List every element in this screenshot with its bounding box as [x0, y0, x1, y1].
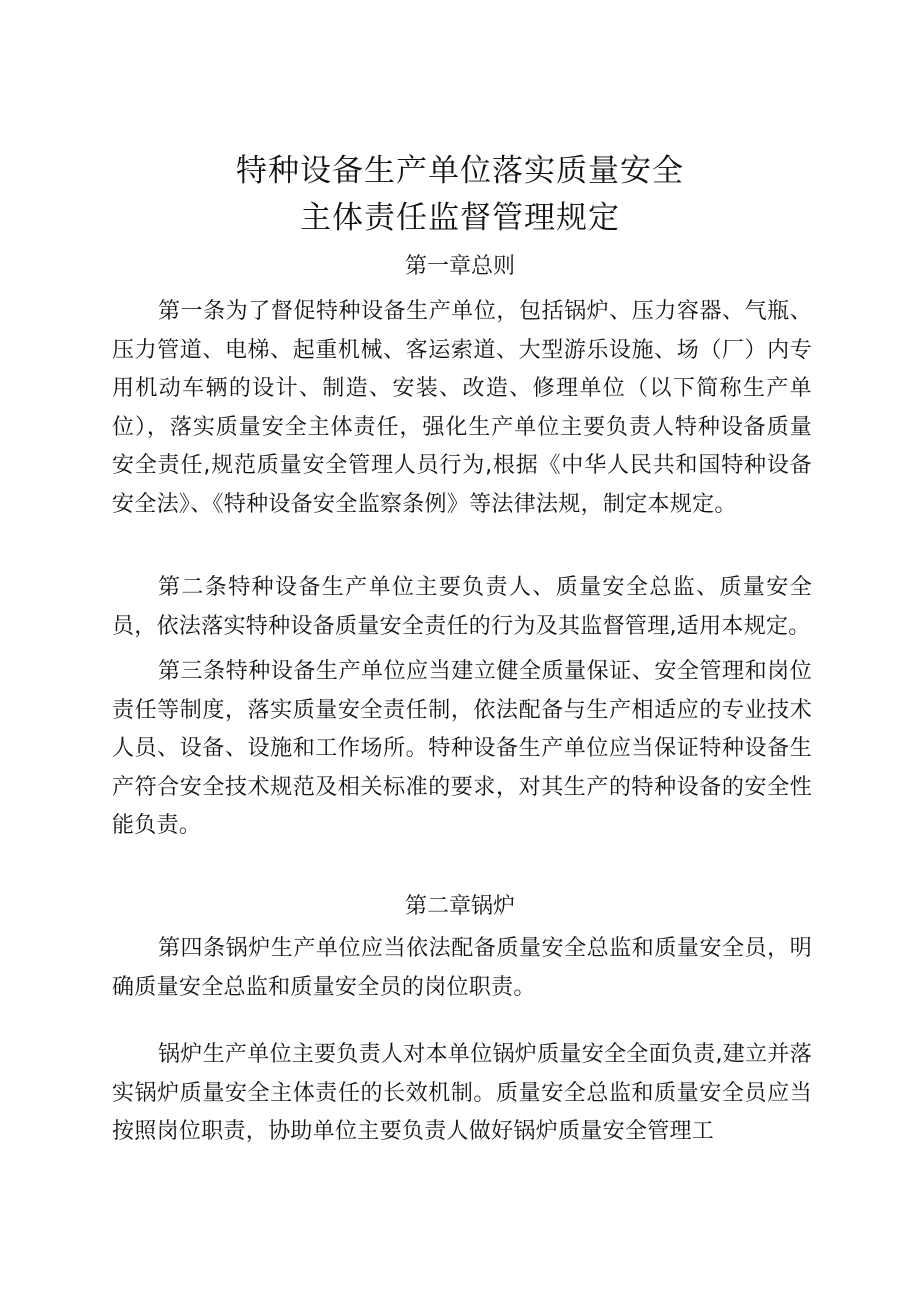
article-1-paragraph: 第一条为了督促特种设备生产单位，包括锅炉、压力容器、气瓶、压力管道、电梯、起重机械、客运索道、大型游乐设施、场（厂）内专用机动车辆的设计、制造、安装、改造、修理单位（以下简称生产单位），落实质量安全主体责任，强化生产单位主要负责人特种设备质量安全责任,规范质量安全管理人员行为,根据《中华人民共和国特种设备安全法》、《特种设备安全监察条例》等法律法规，制定本规定。: [112, 299, 812, 517]
article-4-continuation-paragraph: 锅炉生产单位主要负责人对本单位锅炉质量安全全面负责,建立并落实锅炉质量安全主体责任的长效机制。质量安全总监和质量安全员应当按照岗位职责，协助单位主要负责人做好锅炉质量安全管理工: [112, 1042, 812, 1144]
article-3-paragraph: 第三条特种设备生产单位应当建立健全质量保证、安全管理和岗位责任等制度，落实质量安全责任制，依法配备与生产相适应的专业技术人员、设备、设施和工作场所。特种设备生产单位应当保证特种设备生产符合安全技术规范及相关标准的要求，对其生产的特种设备的安全性能负责。: [112, 659, 812, 838]
document-title-line-1: 特种设备生产单位落实质量安全: [236, 153, 684, 189]
document-title-line-2: 主体责任监督管理规定: [300, 200, 620, 236]
chapter-heading-2: 第二章锅炉: [404, 894, 515, 919]
chapter-heading-1: 第一章总则: [404, 254, 515, 279]
article-4-paragraph: 第四条锅炉生产单位应当依法配备质量安全总监和质量安全员，明确质量安全总监和质量安全员的岗位职责。: [112, 936, 812, 1000]
article-2-paragraph: 第二条特种设备生产单位主要负责人、质量安全总监、质量安全员，依法落实特种设备质量安全责任的行为及其监督管理,适用本规定。: [112, 575, 812, 639]
